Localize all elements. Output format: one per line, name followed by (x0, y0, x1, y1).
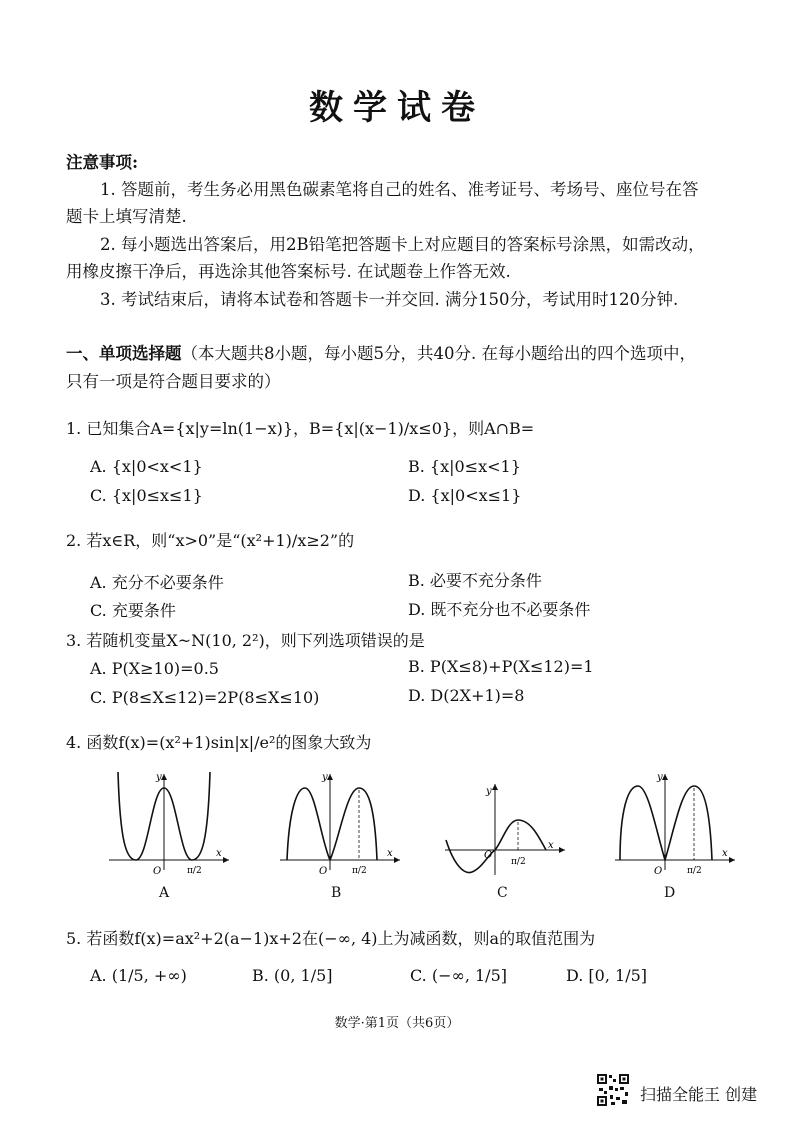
question-2-stem: 2. 若x∈R，则“x>0”是“(x²+1)/x≥2”的 (66, 531, 355, 550)
graph-d-y-label: y (657, 772, 663, 783)
graph-d-origin: O (654, 866, 663, 877)
graph-b-tick: π/2 (352, 866, 367, 876)
graph-b (275, 770, 405, 880)
question-2-option-c: C. 充要条件 (90, 601, 176, 620)
graph-c-origin: O (484, 850, 493, 861)
question-5-option-c: C. (−∞, 1/5] (410, 966, 507, 985)
graph-c-label: C (497, 885, 508, 901)
graph-a-y-label: y (156, 772, 162, 783)
graph-a (104, 770, 234, 880)
graph-d (610, 770, 740, 880)
graph-d-tick: π/2 (687, 866, 702, 876)
question-2-option-b: B. 必要不充分条件 (408, 571, 542, 590)
note-1-line-2: 题卡上填写清楚. (66, 207, 187, 226)
note-3: 3. 考试结束后，请将本试卷和答题卡一并交回. 满分150分，考试用时120分钟. (100, 290, 679, 309)
note-1-line-1: 1. 答题前，考生务必用黑色碳素笔将自己的姓名、准考证号、考场号、座位号在答 (100, 180, 699, 199)
question-3-option-c: C. P(8≤X≤12)=2P(8≤X≤10) (90, 688, 320, 707)
question-5-option-d: D. [0, 1/5] (566, 966, 648, 985)
page-footer: 数学·第1页（共6页） (334, 1016, 460, 1031)
notes-heading: 注意事项: (66, 153, 139, 172)
graph-d-x-label: x (722, 848, 728, 859)
question-1-option-c: C. {x|0≤x≤1} (90, 486, 203, 505)
question-1-option-d: D. {x|0<x≤1} (408, 486, 522, 505)
question-1-option-a: A. {x|0<x<1} (90, 457, 203, 476)
graph-b-label: B (331, 885, 342, 901)
question-5-option-b: B. (0, 1/5] (252, 966, 333, 985)
question-3-option-d: D. D(2X+1)=8 (408, 686, 525, 705)
graph-b-y-label: y (322, 772, 328, 783)
graph-c-tick: π/2 (511, 857, 526, 867)
graph-a-x-label: x (216, 848, 222, 859)
graph-a-origin: O (153, 866, 162, 877)
section-1-line-1 (66, 344, 696, 364)
watermark-text: 扫描全能王 创建 (640, 1085, 758, 1104)
section-1-heading: 一、单项选择题 (66, 344, 182, 363)
graph-b-origin: O (319, 866, 328, 877)
graph-a-label: A (159, 885, 170, 901)
graph-b-x-label: x (387, 848, 393, 859)
question-5-option-a: A. (1/5, +∞) (90, 966, 187, 985)
graph-a-tick: π/2 (187, 866, 202, 876)
question-5-stem: 5. 若函数f(x)=ax²+2(a−1)x+2在(−∞, 4)上为减函数，则a的取值范围为 (66, 929, 596, 948)
note-2-line-1: 2. 每小题选出答案后，用2B铅笔把答题卡上对应题目的答案标号涂黑，如需改动， (100, 235, 705, 254)
graph-c-y-label: y (486, 786, 492, 797)
question-1-stem: 1. 已知集合A={x|y=ln(1−x)}，B={x|(x−1)/x≤0}，则A∩B= (66, 419, 535, 438)
graph-c-x-label: x (548, 840, 554, 851)
question-3-stem: 3. 若随机变量X~N(10, 2²)，则下列选项错误的是 (66, 631, 425, 650)
question-3-option-b: B. P(X≤8)+P(X≤12)=1 (408, 657, 594, 676)
graph-d-label: D (664, 885, 676, 901)
question-1-option-b: B. {x|0≤x<1} (408, 457, 521, 476)
question-4-stem: 4. 函数f(x)=(x²+1)sin|x|/e²的图象大致为 (66, 733, 372, 752)
question-2-option-a: A. 充分不必要条件 (90, 573, 224, 592)
page-title: 数学试卷 (309, 88, 485, 128)
section-1-desc-1: （本大题共8小题，每小题5分，共40分. 在每小题给出的四个选项中， (181, 344, 696, 363)
question-3-option-a: A. P(X≥10)=0.5 (90, 659, 219, 678)
note-2-line-2: 用橡皮擦干净后，再选涂其他答案标号. 在试题卷上作答无效. (66, 262, 511, 281)
graph-c (440, 780, 570, 880)
qr-code-icon (596, 1073, 630, 1107)
section-1-desc-2: 只有一项是符合题目要求的） (66, 372, 281, 391)
question-2-option-d: D. 既不充分也不必要条件 (408, 600, 591, 619)
